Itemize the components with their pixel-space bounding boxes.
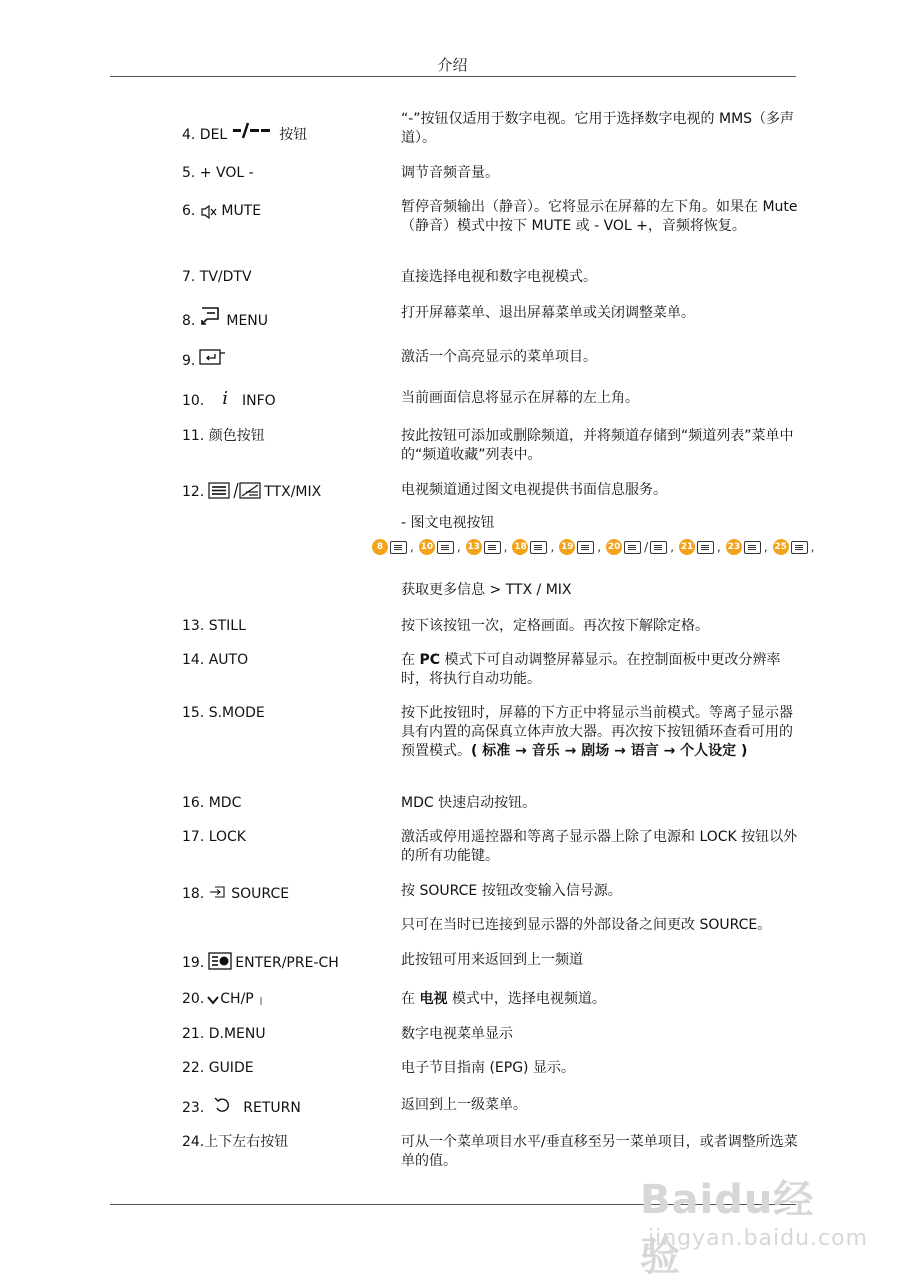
item-number: 21. D.MENU	[182, 1026, 266, 1042]
item-number: 12.	[182, 484, 205, 500]
ttx-button-number: 13	[466, 539, 482, 555]
item-suffix: 按钮	[279, 127, 308, 143]
ttx-button: 25 ,	[774, 540, 815, 554]
teletext-icon	[390, 541, 407, 554]
item-label: MENU	[226, 312, 269, 329]
item-label: CH/P	[220, 991, 254, 1007]
item-desc: 激活或停用遥控器和等离子显示器上除了电源和 LOCK 按钮以外的所有功能键。	[401, 829, 798, 864]
item-number: 15. S.MODE	[182, 705, 265, 721]
tv-mode-label: 电视	[419, 991, 448, 1007]
header-rule	[110, 76, 796, 77]
chevron-up-icon	[258, 994, 264, 1006]
watermark-logo: Baidu经验	[640, 1177, 815, 1280]
item-desc: 在 PC 模式下可自动调整屏幕显示。在控制面板中更改分辨率时，将执行自动功能。	[401, 652, 781, 687]
sound-mode-cycle: ( 标准 → 音乐 → 剧场 → 语言 → 个人设定 )	[471, 743, 748, 759]
teletext-icon	[530, 541, 547, 554]
item-number: 7. TV/DTV	[182, 269, 252, 285]
teletext-icon	[791, 541, 808, 554]
item-desc: 返回到上一级菜单。	[401, 1097, 527, 1113]
item-desc: 按下该按钮一次，定格画面。再次按下解除定格。	[401, 618, 709, 634]
ttx-button: 13 ,	[467, 540, 508, 554]
item-label: MUTE	[221, 203, 262, 219]
item-number: 6.	[182, 203, 196, 219]
item-label: INFO	[242, 393, 276, 409]
teletext-icon	[437, 541, 454, 554]
teletext-icon	[484, 541, 501, 554]
ttx-button: 18 ,	[514, 540, 555, 554]
item-number: 13. STILL	[182, 618, 246, 634]
item-desc: 电视频道通过图文电视提供书面信息服务。	[401, 482, 667, 498]
source-icon	[209, 885, 227, 899]
item-number: 20.	[182, 991, 205, 1007]
item-desc: 直接选择电视和数字电视模式。	[401, 269, 597, 285]
item-desc: 可从一个菜单项目水平/垂直移至另一菜单项目，或者调整所选菜单的值。	[401, 1134, 798, 1169]
item-number: 16. MDC	[182, 795, 242, 811]
item-desc: 调节音频音量。	[401, 165, 499, 181]
teletext-icon	[650, 541, 667, 554]
item-label: SOURCE	[231, 886, 290, 902]
ttx-button-number: 10	[419, 539, 435, 555]
item-desc: 此按钮可用来返回到上一频道	[401, 952, 583, 968]
item-number: 18.	[182, 886, 205, 902]
menu-icon	[199, 305, 221, 327]
item-desc: “-”按钮仅适用于数字电视。它用于选择数字电视的 MMS（多声道）。	[401, 111, 795, 146]
item-label: RETURN	[243, 1100, 301, 1116]
teletext-icon	[624, 541, 641, 554]
item-number: 14. AUTO	[182, 652, 249, 668]
ttx-button-number: 20	[606, 539, 622, 555]
ttx-button: 10 ,	[420, 540, 461, 554]
ttx-button: 19 ,	[561, 540, 602, 554]
item-number: 4. DEL	[182, 127, 228, 143]
dash-dash-icon	[233, 121, 273, 141]
item-desc: 当前画面信息将显示在屏幕的左上角。	[401, 390, 639, 406]
watermark-url: jingyan.baidu.com	[648, 1226, 869, 1251]
teletext-icon	[744, 541, 761, 554]
ttx-button-number: 23	[726, 539, 742, 555]
item-desc: 电子节目指南 (EPG) 显示。	[401, 1060, 575, 1076]
item-desc: 在 电视 模式中，选择电视频道。	[401, 991, 606, 1007]
ttx-button-number: 19	[559, 539, 575, 555]
item-number: 8.	[182, 312, 196, 329]
item-desc-2: - 图文电视按钮	[401, 515, 495, 531]
teletext-icon	[577, 541, 594, 554]
return-icon	[213, 1096, 231, 1114]
item-desc: 激活一个高亮显示的菜单项目。	[401, 349, 597, 365]
item-number: 10.	[182, 393, 205, 409]
item-label: TTX/MIX	[264, 484, 322, 500]
ttx-button-number: 18	[512, 539, 528, 555]
item-number: 19.	[182, 955, 205, 971]
item-number: 24.上下左右按钮	[182, 1134, 289, 1150]
item-number: 11. 颜色按钮	[182, 428, 265, 444]
ttx-mix-icon	[208, 482, 262, 500]
item-number: 23.	[182, 1100, 205, 1116]
item-number: 9.	[182, 353, 196, 369]
header-title: 介绍	[437, 56, 468, 74]
item-label: ENTER/PRE-CH	[235, 955, 339, 971]
ttx-button: 8 ,	[372, 539, 414, 555]
pre-ch-icon	[208, 952, 232, 970]
item-number: 22. GUIDE	[182, 1060, 254, 1076]
teletext-icon	[697, 541, 714, 554]
pc-mode-label: PC	[419, 652, 440, 668]
item-desc: 打开屏幕菜单、退出屏幕菜单或关闭调整菜单。	[401, 305, 695, 321]
item-desc-3: 获取更多信息 > TTX / MIX	[401, 582, 572, 598]
info-icon: i	[222, 388, 229, 409]
ttx-button-number: 25	[773, 539, 789, 555]
ttx-button-strip	[372, 539, 818, 555]
baidu-watermark	[640, 1168, 869, 1280]
item-desc-2: 只可在当时已连接到显示器的外部设备之间更改 SOURCE。	[401, 917, 772, 933]
ttx-button: 23 ,	[727, 540, 768, 554]
ttx-button: 21 ,	[680, 540, 721, 554]
item-desc: 按 SOURCE 按钮改变输入信号源。	[401, 883, 622, 899]
enter-icon	[199, 349, 227, 367]
item-number: 17. LOCK	[182, 829, 246, 845]
ttx-button-number: 21	[679, 539, 695, 555]
chevron-down-icon	[207, 995, 219, 1005]
item-desc: 按此按钮可添加或删除频道，并将频道存储到“频道列表”菜单中的“频道收藏”列表中。	[401, 428, 794, 463]
item-desc: 数字电视菜单显示	[401, 1026, 513, 1042]
item-number: 5. + VOL -	[182, 165, 254, 181]
item-desc: MDC 快速启动按钮。	[401, 795, 537, 811]
mute-icon	[200, 204, 218, 220]
item-desc: 按下此按钮时，屏幕的下方正中将显示当前模式。等离子显示器具有内置的高保真立体声放大器。再次按下按钮循环查看可用的预置模式。( 标准 → 音乐 → 剧场 → 语言 → 个人设定 )	[401, 705, 793, 759]
ttx-button-number: 8	[372, 539, 388, 555]
ttx-button: 20 / ,	[607, 540, 675, 554]
item-desc: 暂停音频输出（静音）。它将显示在屏幕的左下角。如果在 Mute（静音）模式中按下 MUTE 或 - VOL +，音频将恢复。	[401, 199, 798, 234]
